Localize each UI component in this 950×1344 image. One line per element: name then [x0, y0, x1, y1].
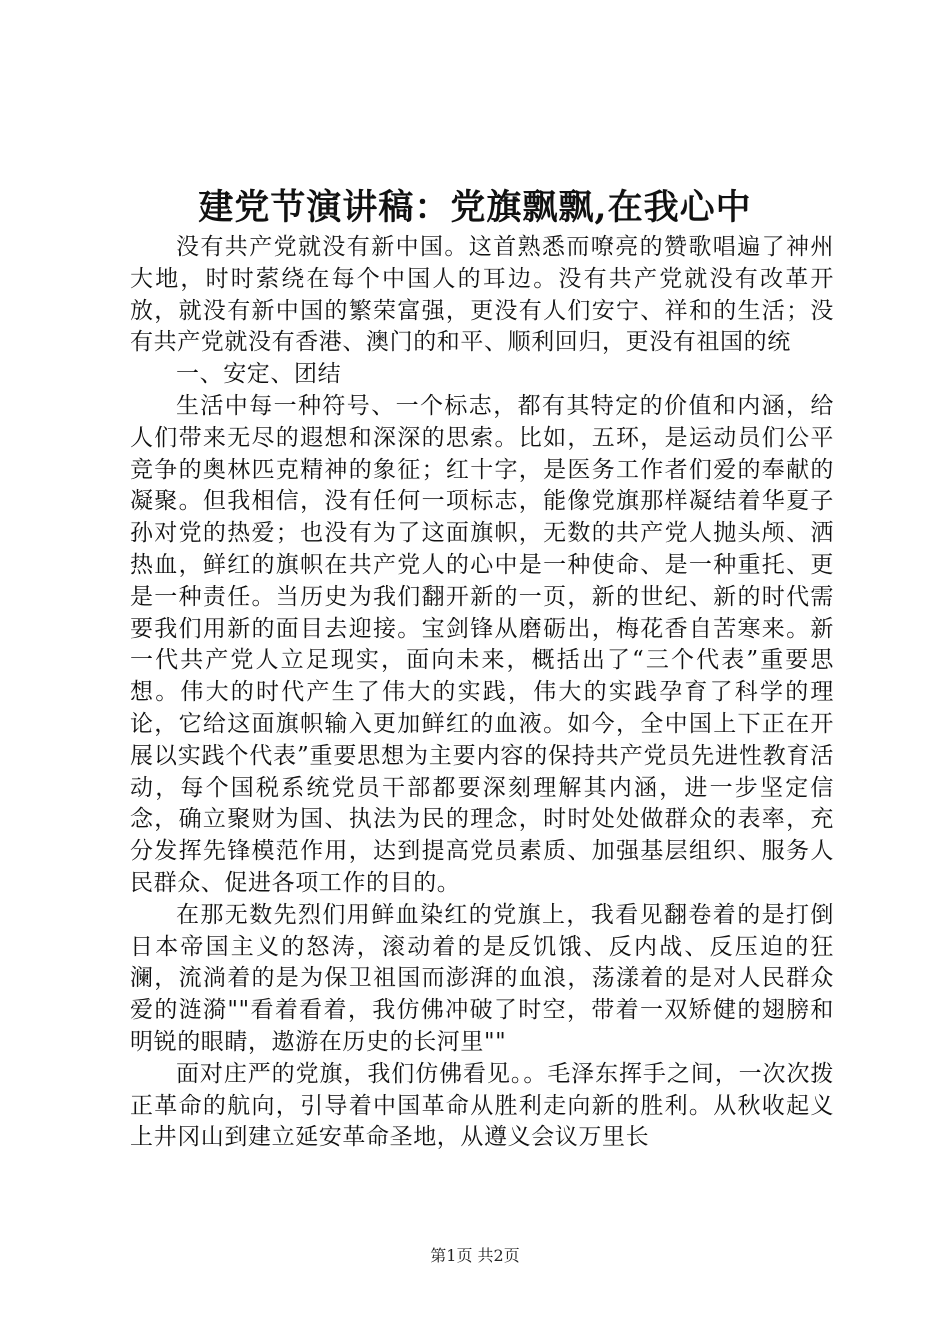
paragraph-history: 面对庄严的党旗，我们仿佛看见。。毛泽东挥手之间，一次次拨正革命的航向，引导着中国革命从胜利走向新的胜利。从秋收起义上井冈山到建立延安革命圣地，从遵义会议万里长 [130, 1060, 834, 1151]
paragraph-symbols: 生活中每一种符号、一个标志，都有其特定的价值和内涵，给人们带来无尽的遐想和深深的思索。比如，五环，是运动员们公平竞争的奥林匹克精神的象征；红十字，是医务工作者们爱的奉献的凝聚。但我相信，没有任何一项标志，能像党旗那样凝结着华夏子孙对党的热爱；也没有为了这面旗帜，无数的共产党人抛头颅、洒热血，鲜红的旗帜在共产党人的心中是一种使命、是一种重托、更是一种责任。当历史为我们翻开新的一页，新的世纪、新的时代需要我们用新的面目去迎接。宝剑锋从磨砺出，梅花香自苦寒来。新一代共产党人立足现实，面向未来，概括出了“三个代表”重要思想。伟大的时代产生了伟大的实践，伟大的实践孕育了科学的理论，它给这面旗帜输入更加鲜红的血液。如今，全中国上下正在开展以实践个代表”重要思想为主要内容的保持共产党员先进性教育活动，每个国税系统党员干部都要深刻理解其内涵，进一步坚定信念，确立聚财为国、执法为民的理念，时时处处做群众的表率，充分发挥先锋模范作用，达到提高党员素质、加强基层组织、服务人民群众、促进各项工作的目的。 [130, 392, 834, 896]
document-title: 建党节演讲稿：党旗飘飘,在我心中 [198, 187, 752, 228]
document-body [130, 232, 834, 1154]
paragraph-intro: 没有共产党就没有新中国。这首熟悉而嘹亮的赞歌唱遍了神州大地，时时萦绕在每个中国人的耳边。没有共产党就没有改革开放，就没有新中国的繁荣富强，更没有人们安宁、祥和的生活；没有共产党就没有香港、澳门的和平、顺利回归，更没有祖国的统 [130, 234, 834, 356]
section-heading: 一、安定、团结 [176, 361, 342, 388]
page-footer: 第1页 共2页 [430, 1246, 520, 1265]
paragraph-martyrs: 在那无数先烈们用鲜血染红的党旗上，我看见翻卷着的是打倒日本帝国主义的怒涛，滚动着的是反饥饿、反内战、反压迫的狂澜，流淌着的是为保卫祖国而澎湃的血浪，荡漾着的是对人民群众爱的涟漪""看着看着，我仿佛冲破了时空，带着一双矫健的翅膀和明锐的眼睛，遨游在历史的长河里"" [130, 901, 834, 1055]
